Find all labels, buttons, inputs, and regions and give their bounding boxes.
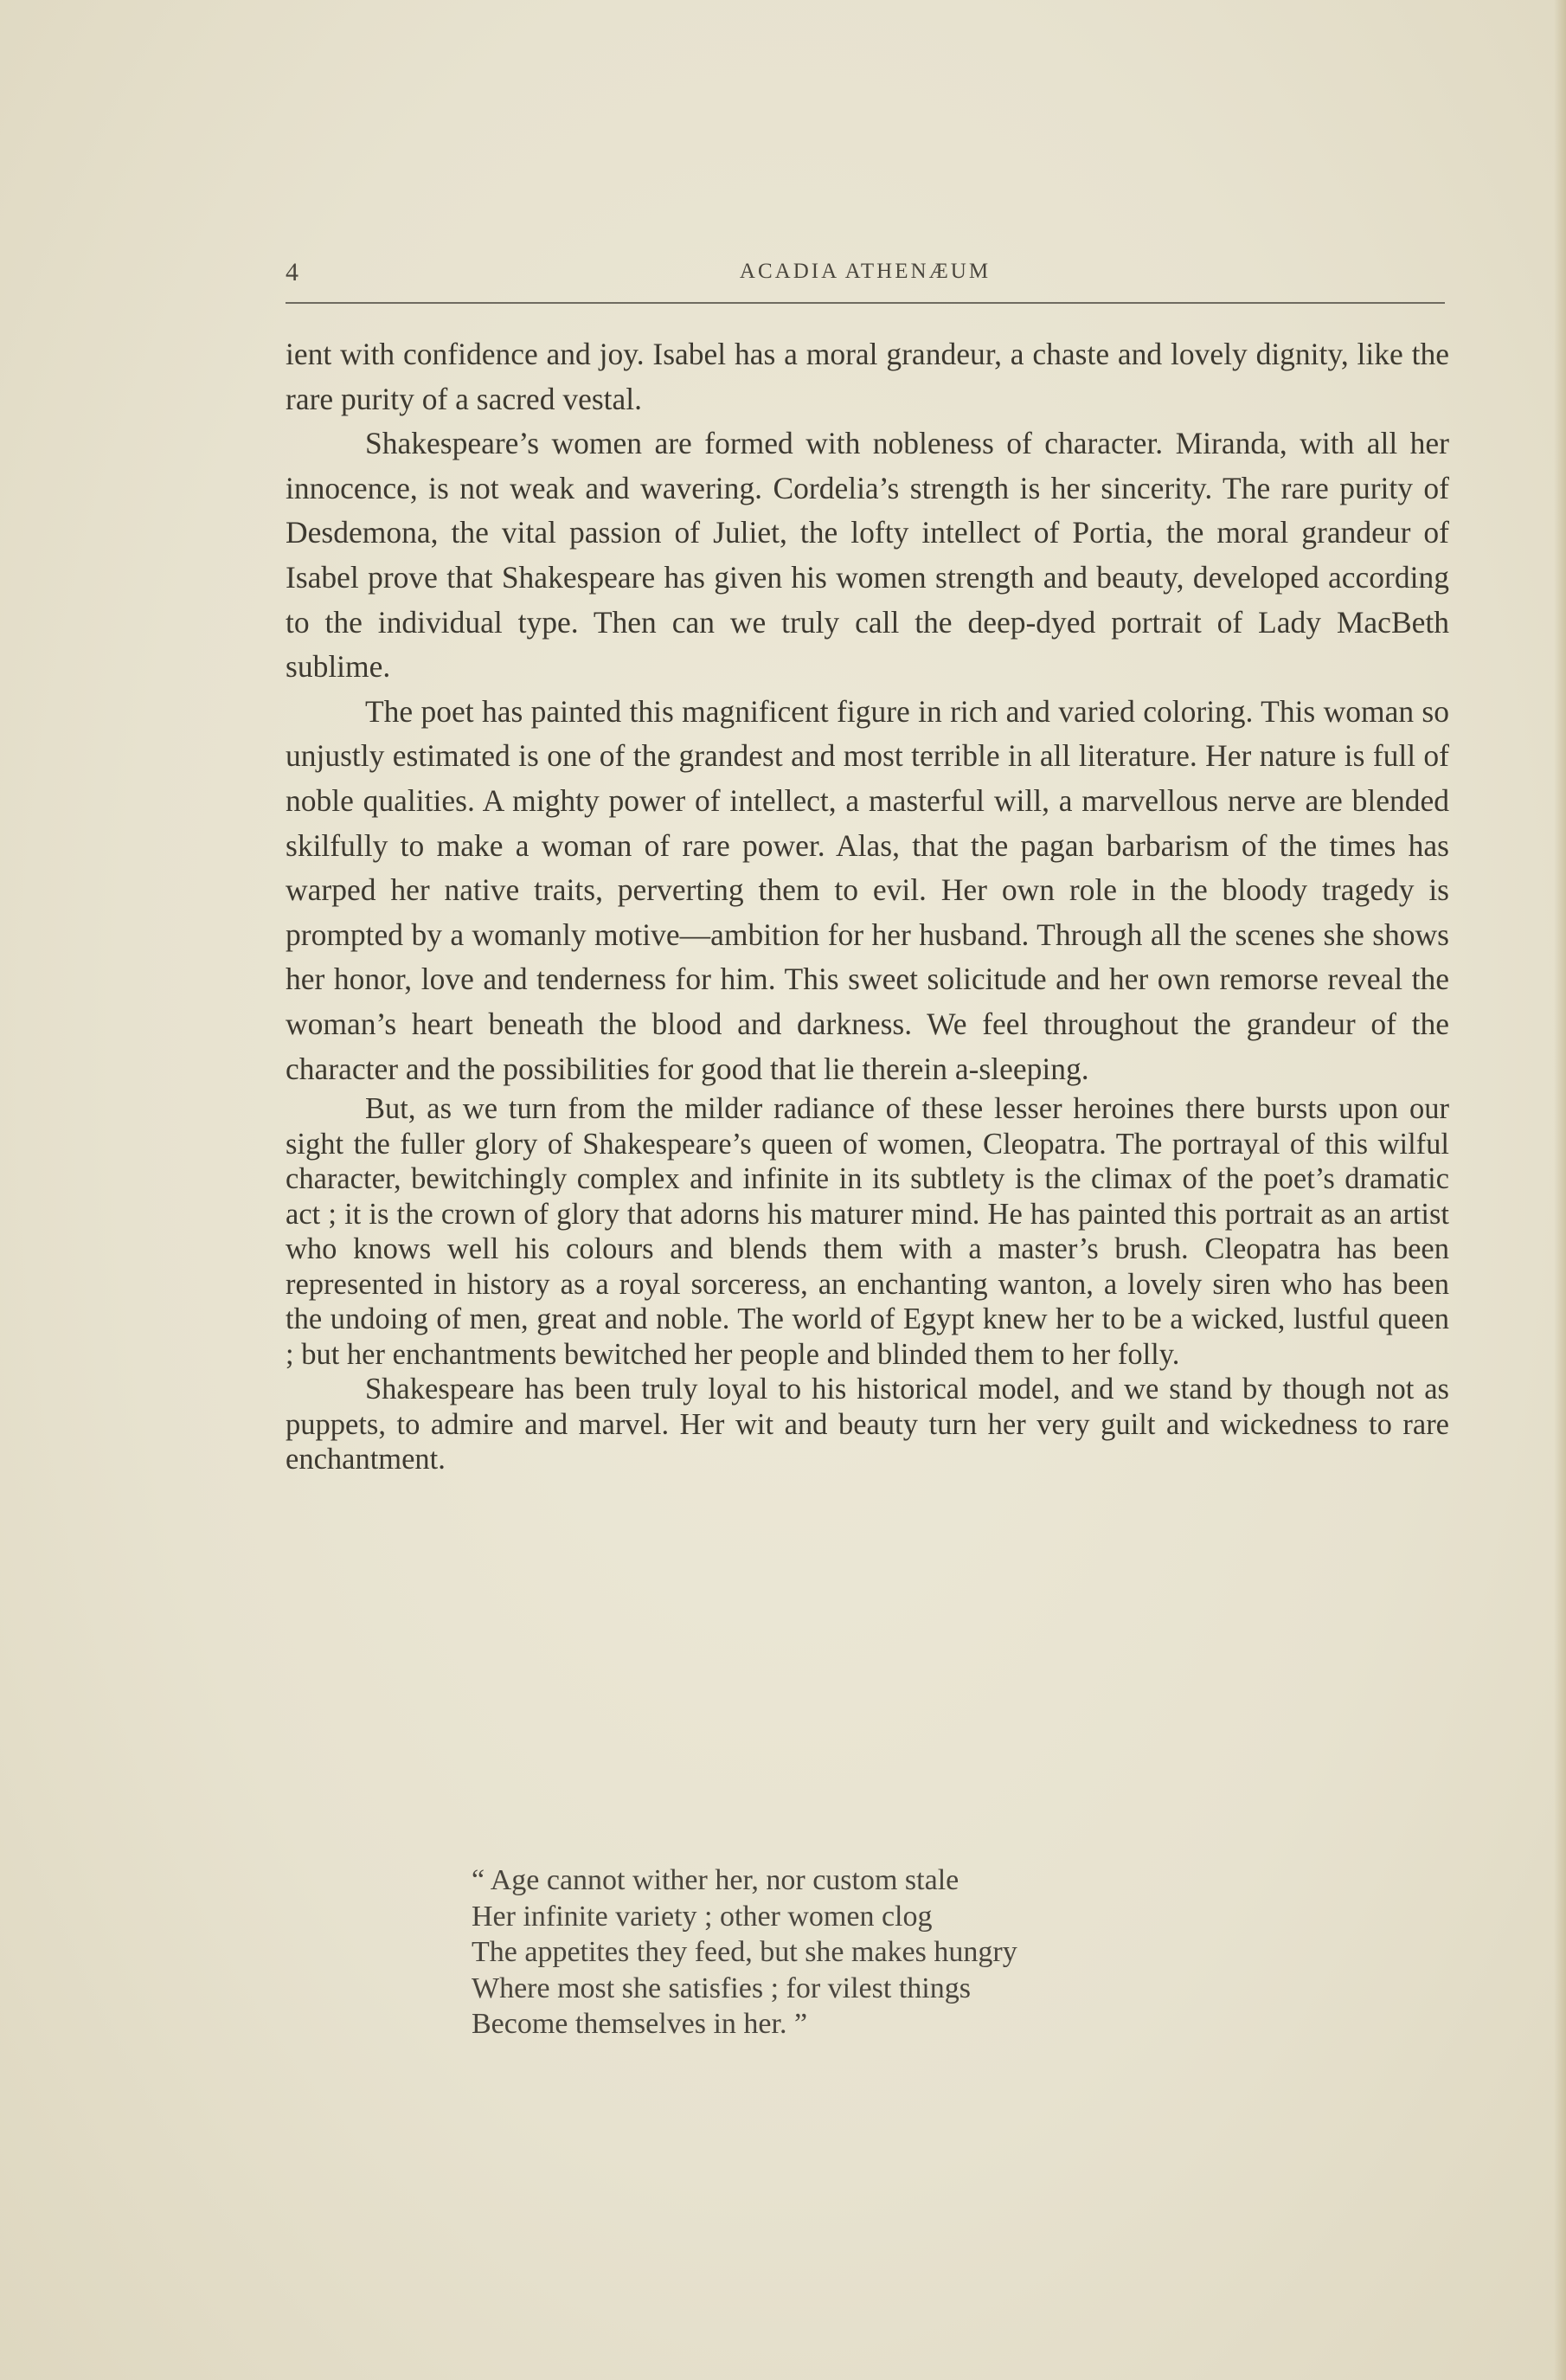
- article-body: [286, 332, 1449, 1477]
- header-rule: [286, 302, 1445, 304]
- paragraph-5: Shakespeare has been truly loyal to his historical model, and we stand by though not as puppets, to admire and marvel. Her wit and beauty turn her very guilt and wickedness to rare enchantment.: [286, 1373, 1449, 1476]
- page-number: 4: [286, 258, 298, 286]
- running-title: ACADIA ATHENÆUM: [739, 260, 992, 283]
- paragraph-4: But, as we turn from the milder radiance of these lesser heroines there bursts upon our sight the fuller glory of Shakespeare’s queen of women, Cleopatra. The portrayal of this wilful character, bewitchingly complex and infinite in its subtlety is the climax of the poet’s dramatic act ; it is the crown of glory that adorns his maturer mind. He has painted this portrait as an artist who knows well his colours and blends them with a master’s brush. Cleopatra has been represented in history as a royal sorceress, an enchanting wanton, a lovely siren who has been the undoing of men, great and noble. The world of Egypt knew her to be a wicked, lustful queen ; but her enchantments bewitched her people and blinded them to her folly.: [286, 1092, 1449, 1371]
- paragraph-1: ient with confidence and joy. Isabel has a moral grandeur, a chaste and lovely dignity, like the rare purity of a sacred vestal.: [286, 337, 1449, 416]
- verse-line: Her infinite variety ; other women clog: [472, 1900, 933, 1933]
- running-header: [286, 258, 1445, 296]
- verse-line: “ Age cannot wither her, nor custom stale: [472, 1864, 959, 1896]
- paragraph-3: The poet has painted this magnificent figure in rich and varied coloring. This woman so unjustly estimated is one of the grandest and most terrible in all literature. Her nature is full of noble qualities. A mighty power of intellect, a masterful will, a marvellous nerve are blended skilfully to make a woman of rare power. Alas, that the pagan barbarism of the times has warped her native traits, perverting them to evil. Her own role in the bloody tragedy is prompted by a womanly motive—ambition for her husband. Through all the scenes she shows her honor, love and tenderness for him. This sweet solicitude and her own remorse reveal the woman’s heart beneath the blood and darkness. We feel throughout the grandeur of the character and the possibilities for good that lie therein a-sleeping.: [286, 693, 1449, 1086]
- quoted-verse: [472, 1862, 1017, 2042]
- verse-line: Become themselves in her. ”: [472, 2008, 808, 2040]
- verse-line: The appetites they feed, but she makes hungry: [472, 1936, 1017, 1968]
- paragraph-2: Shakespeare’s women are formed with nobleness of character. Miranda, with all her innocence, is not weak and wavering. Cordelia’s strength is her sincerity. The rare purity of Desdemona, the vital passion of Juliet, the lofty intellect of Portia, the moral grandeur of Isabel prove that Shakespeare has given his women strength and beauty, developed according to the individual type. Then can we truly call the deep-dyed portrait of Lady MacBeth sublime.: [286, 426, 1449, 685]
- verse-line: Where most she satisfies ; for vilest things: [472, 1972, 971, 2004]
- page-edge-shadow: [1554, 0, 1566, 2380]
